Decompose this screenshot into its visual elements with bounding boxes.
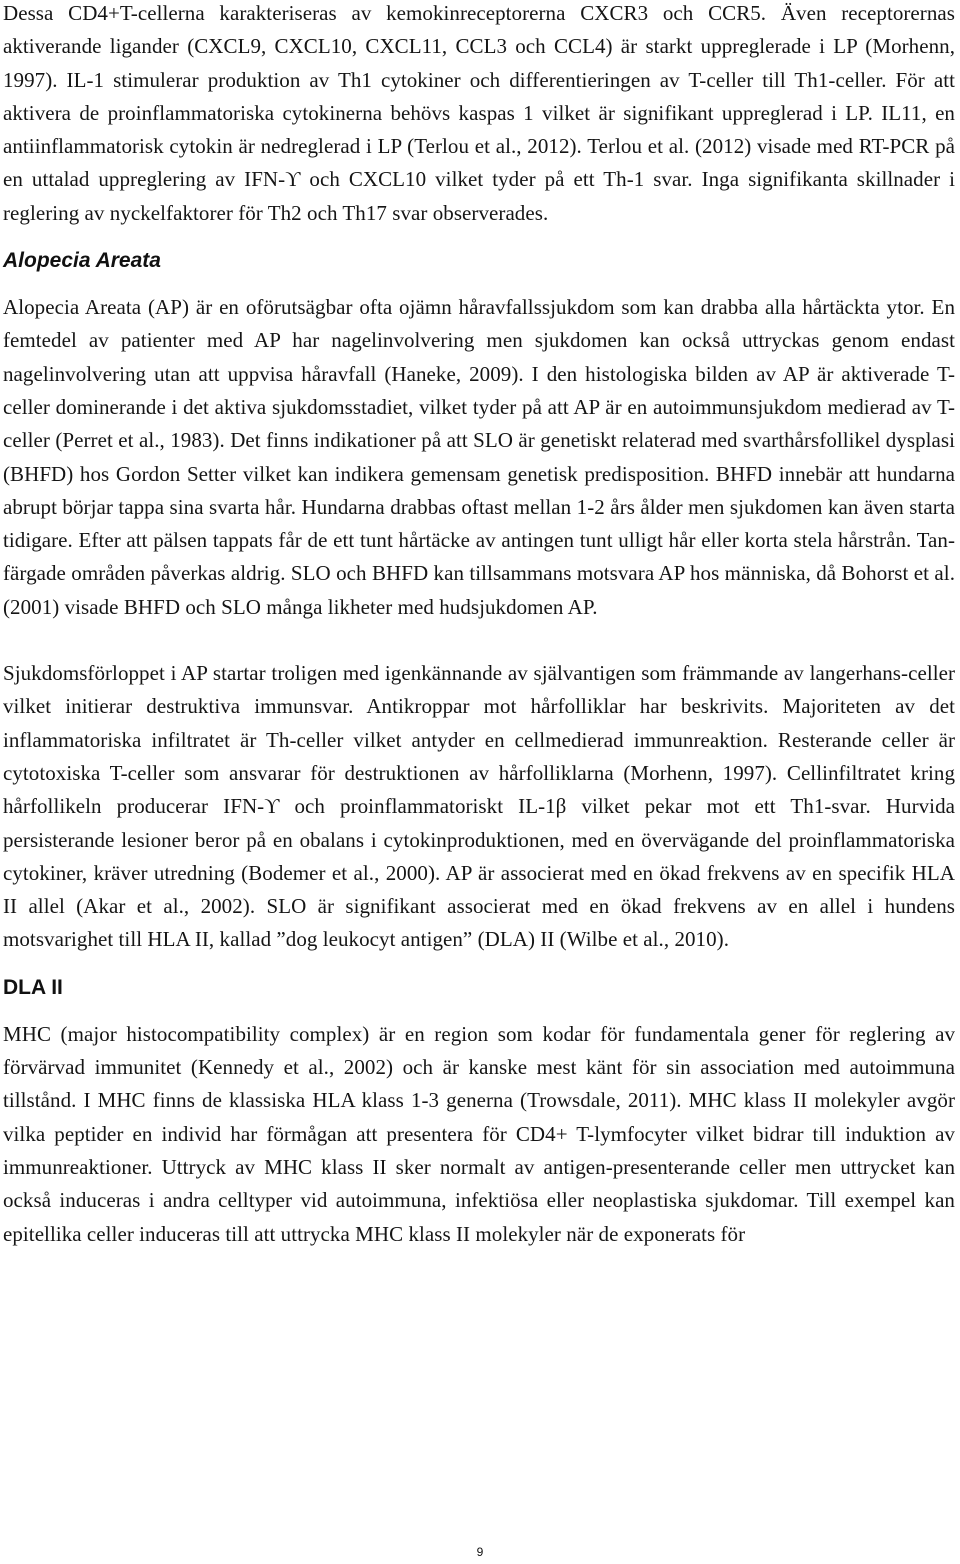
- heading-alopecia-areata: Alopecia Areata: [3, 249, 161, 273]
- spacer: [3, 957, 955, 971]
- spacer: [3, 277, 955, 291]
- spacer: [3, 230, 955, 244]
- spacer: [3, 1004, 955, 1018]
- page-number: 9: [476, 1545, 484, 1559]
- spacer: [3, 624, 955, 657]
- paragraph-mhc: MHC (major histocompatibility complex) är en region som kodar för fundamentala gener för reglering av förvärvad immunitet (Kennedy et al., 2002) och är kanske mest känt för sin association med autoimmuna tillstånd. I MHC finns de klassiska HLA klass 1-3 generna (Trowsdale, 2011). MHC klass II molekyler avgör vilka peptider en individ har förmågan att presentera för CD4+ T-lymfocyter vilket bidrar till induktion av immunreaktioner. Uttryck av MHC klass II sker normalt av antigen-presenterande celler men uttrycket kan också induceras i andra celltyper vid autoimmuna, infektiösa eller neoplastiska sjukdomar. Till exempel kan epitellika celler induceras till att uttrycka MHC klass II molekyler när de exponerats för: [3, 1021, 955, 1246]
- page-content: [3, 0, 955, 1251]
- paragraph-disease-course: Sjukdomsförloppet i AP startar troligen med igenkännande av självantigen som främmande av langerhans-celler vilket initierar destruktiva immunsvar. Antikroppar mot hårfolliklar har beskrivits. Majoriteten av det inflammatoriska infiltratet är Th-celler vilket antyder en cellmedierad immunreaktion. Resterande celler är cytotoxiska T-celler som ansvarar för destruktionen av hårfolliklarna (Morhenn, 1997). Cellinfiltratet kring hårfollikeln producerar IFN-ϒ och proinflammatoriskt IL-1β vilket pekar mot ett Th1-svar. Hurvida persisterande lesioner beror på en obalans i cytokinproduktionen, med en övervägande del proinflammatoriska cytokiner, kräver utredning (Bodemer et al., 2000). AP är associerat med en ökad frekvens av en specifik HLA II allel (Akar et al., 2002). SLO är signifikant associerat med en ökad frekvens av en allel i hundens motsvarighet till HLA II, kallad ”dog leukocyt antigen” (DLA) II (Wilbe et al., 2010).: [3, 661, 955, 952]
- paragraph-alopecia-intro: Alopecia Areata (AP) är en oförutsägbar ofta ojämn håravfallssjukdom som kan drabba alla hårtäckta ytor. En femtedel av patienter med AP har nagelinvolvering men sjukdomen kan också uttryckas genom endast nagelinvolvering utan att uppvisa håravfall (Haneke, 2009). I den histologiska bilden av AP är aktiverade T-celler dominerande i det aktiva sjukdomsstadiet, vilket tyder på att AP är en autoimmunsjukdom medierad av T-celler (Perret et al., 1983). Det finns indikationer på att SLO är genetiskt relaterad med svarthårsfollikel dysplasi (BHFD) hos Gordon Setter vilket kan indikera gemensam genetisk predisposition. BHFD innebär att hundarna abrupt börjar tappa sina svarta hår. Hundarna drabbas oftast mellan 1-2 års ålder men sjukdomen kan även starta tidigare. Efter att pälsen tappats får de ett tunt hårtäcke av antingen tunt ulligt hår eller korta stela hårstrån. Tan-färgade områden påverkas aldrig. SLO och BHFD kan tillsammans motsvara AP hos människa, då Bohorst et al. (2001) visade BHFD och SLO många likheter med hudsjukdomen AP.: [3, 295, 955, 619]
- heading-dla-ii: DLA II: [3, 975, 63, 999]
- paragraph-cd4-tcells: Dessa CD4+T-cellerna karakteriseras av kemokinreceptorerna CXCR3 och CCR5. Även receptorernas aktiverande ligander (CXCL9, CXCL10, CXCL11, CCL3 och CCL4) är starkt uppreglerade i LP (Morhenn, 1997). IL-1 stimulerar produktion av Th1 cytokiner och differentieringen av T-celler till Th1-celler. För att aktivera de proinflammatoriska cytokinerna behövs kaspas 1 vilket är signifikant uppreglerad i LP. IL11, en antiinflammatorisk cytokin är nedreglerad i LP (Terlou et al., 2012). Terlou et al. (2012) visade med RT-PCR på en uttalad uppreglering av IFN-ϒ och CXCL10 vilket tyder på ett Th-1 svar. Inga signifikanta skillnader i reglering av nyckelfaktorer för Th2 och Th17 svar observerades.: [3, 1, 955, 225]
